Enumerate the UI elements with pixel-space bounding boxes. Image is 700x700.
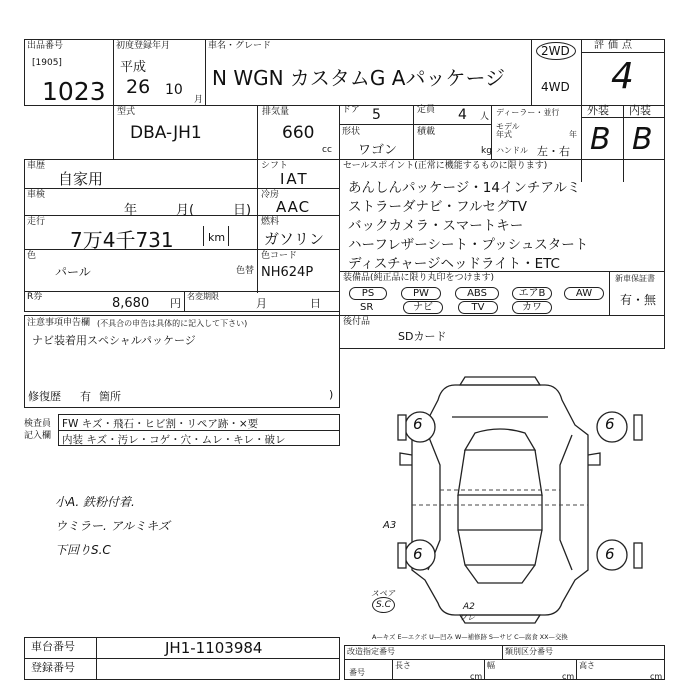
- equipment-label: 装備品(純正品に限り丸印をつけます): [343, 273, 495, 283]
- chassis-label: 車台番号: [31, 640, 75, 653]
- mileage-unit: km: [208, 231, 226, 244]
- score-value: 4: [611, 56, 634, 97]
- selling-point-line: ディスチャージヘッドライト・ETC: [348, 256, 560, 272]
- inspection-year: 年: [124, 203, 138, 218]
- selling-points-label: セールスポイント(正常に機能するものに限ります): [343, 161, 548, 171]
- handwritten-note: ウミラー. アルミキズ: [55, 519, 170, 533]
- exterior-label: 外装: [587, 104, 609, 117]
- equip-navi: ナビ: [403, 301, 443, 314]
- title-change-label: 名変期限: [187, 292, 219, 301]
- fuel-label: 燃料: [261, 217, 280, 227]
- notes-sub: (不具合の申告は具体的に記入して下さい): [97, 319, 248, 328]
- type-label: 番号: [349, 668, 365, 677]
- equip-sr: SR: [360, 302, 374, 313]
- reg-month: 10: [165, 82, 183, 98]
- interior-grade: B: [632, 122, 653, 157]
- equip-tv: TV: [458, 301, 498, 314]
- repair-close: ): [329, 388, 334, 401]
- selling-point-line: あんしんパッケージ・14インチアルミ: [348, 180, 581, 196]
- length-label: 長さ: [395, 661, 411, 670]
- drive-4wd: 4WD: [541, 80, 570, 94]
- first-reg-label: 初度登録年月: [116, 41, 171, 51]
- color-label: 色: [27, 251, 37, 261]
- length-unit: cm: [470, 672, 483, 681]
- inspector-row-2: 内装 キズ・汚レ・コゲ・穴・ムレ・キレ・破レ: [62, 434, 286, 446]
- model-label: 型式: [117, 107, 136, 117]
- title-change-day: 日: [310, 297, 321, 310]
- capacity-value: 4: [458, 107, 467, 123]
- load-unit: kg: [481, 146, 492, 156]
- displacement-value: 660: [282, 123, 315, 143]
- model-value: DBA-JH1: [130, 123, 202, 143]
- inspection-month: 月(: [176, 203, 195, 218]
- equip-abs: ABS: [455, 287, 499, 300]
- fuel-value: ガソリン: [264, 230, 325, 248]
- after-fit-label: 後付品: [343, 317, 371, 327]
- displacement-label: 排気量: [262, 107, 290, 117]
- model-year-unit: 年: [569, 130, 577, 139]
- shape-label: 形状: [342, 127, 361, 137]
- width-label: 幅: [487, 661, 495, 670]
- ac-label: 冷房: [261, 190, 280, 200]
- handle-label: ハンドル: [496, 146, 528, 155]
- shift-value: IAT: [280, 170, 309, 188]
- chassis-number: JH1-1103984: [165, 639, 263, 657]
- drive-2wd: 2WD: [541, 44, 570, 58]
- car-name: N WGN カスタムG Aパッケージ: [212, 66, 506, 90]
- class-label: 類別区分番号: [505, 647, 553, 656]
- warranty-label: 新車保証書: [615, 274, 655, 283]
- color-no-label: 色コード: [261, 251, 298, 261]
- selling-point-line: ハーフレザーシート・プッシュスタート: [348, 237, 589, 253]
- era: 平成: [120, 60, 147, 75]
- repair-suffix: 箇所: [99, 390, 121, 403]
- lot-number-label: 出品番号: [27, 41, 64, 51]
- after-fit-value: SDカード: [398, 330, 447, 343]
- mod-label: 改造指定番号: [347, 647, 395, 656]
- notes-label: 注意事項申告欄: [27, 318, 91, 328]
- recycle-unit: 円: [170, 297, 181, 310]
- tire-fl-mark: 6: [413, 415, 423, 433]
- height-unit: cm: [650, 672, 663, 681]
- door-value: 5: [372, 107, 381, 123]
- recycle-label: R券: [27, 292, 43, 302]
- tire-rl-mark: 6: [413, 545, 423, 563]
- recycle-value: 8,680: [112, 296, 150, 311]
- color-change-label: 色替: [236, 266, 255, 276]
- handle-value: 左・右: [537, 145, 570, 158]
- inspector-row-1: FW キズ・飛石・ヒビ割・リペア跡・×要: [62, 418, 259, 430]
- rear-damage-mark-2: ワレ: [459, 613, 475, 622]
- reg-label: 登録番号: [31, 661, 75, 674]
- equip-pw: PW: [401, 287, 441, 300]
- ac-value: AAC: [276, 198, 311, 216]
- equip-airbag: エアB: [512, 287, 552, 300]
- lot-number: 1023: [42, 77, 106, 106]
- door-label: ドア: [342, 105, 360, 115]
- equip-ps: PS: [349, 287, 387, 300]
- equip-aw: AW: [564, 287, 604, 300]
- exterior-grade: B: [590, 122, 611, 157]
- shift-label: シフト: [261, 161, 289, 171]
- inspector-label-2: 記入欄: [24, 431, 52, 441]
- dealer-label: ディーラー・並行: [496, 108, 560, 117]
- repair-value: 有: [80, 390, 91, 403]
- rear-damage-mark: A2: [463, 602, 475, 612]
- tire-rr-mark: 6: [605, 545, 615, 563]
- mileage-value: 7万4千731: [70, 228, 174, 252]
- height-label: 高さ: [579, 661, 595, 670]
- reg-month-unit: 月: [194, 95, 204, 105]
- lot-sub: [1905]: [32, 58, 62, 68]
- inspection-day: 日): [233, 203, 252, 218]
- sc-mark: S.C: [372, 597, 395, 613]
- capacity-label: 定員: [417, 105, 436, 115]
- equip-leather: カワ: [512, 301, 552, 314]
- usage-value: 自家用: [58, 170, 104, 188]
- handwritten-note: 下回りS.C: [55, 543, 111, 557]
- interior-label: 内装: [629, 104, 651, 117]
- color-value: パール: [55, 265, 91, 279]
- shape-value: ワゴン: [358, 143, 398, 158]
- color-no-value: NH624P: [261, 265, 314, 280]
- capacity-unit: 人: [480, 112, 490, 122]
- notes-text: ナビ装着用スペシャルパッケージ: [32, 334, 196, 347]
- model-year-sub: 年式: [496, 130, 512, 139]
- repair-label: 修復歴: [28, 390, 61, 403]
- title-change-month: 月: [256, 297, 267, 310]
- width-unit: cm: [562, 672, 575, 681]
- car-grade-label: 車名・グレード: [208, 41, 272, 51]
- inspector-label: 検査員: [24, 419, 52, 429]
- reg-year: 26: [126, 76, 151, 98]
- side-damage-mark: A3: [383, 520, 397, 531]
- mileage-label: 走行: [27, 217, 46, 227]
- inspection-label: 車検: [27, 190, 46, 200]
- selling-point-line: バックカメラ・スマートキー: [348, 218, 524, 234]
- warranty-value: 有・無: [620, 293, 657, 307]
- load-label: 積載: [417, 127, 436, 137]
- handwritten-note: 小A. 鉄粉付着.: [55, 495, 135, 509]
- damage-legend: A—キズ E—エクボ U—凹み W—補修跡 S—サビ C—腐食 XX—交換: [372, 633, 568, 641]
- model-year-label: モデル: [496, 122, 520, 131]
- selling-point-line: ストラーダナビ・フルセグTV: [348, 199, 527, 215]
- tire-fr-mark: 6: [605, 415, 615, 433]
- after-fit-block: [339, 315, 665, 349]
- score-label: 評価点: [594, 40, 636, 51]
- displacement-unit: cc: [322, 145, 332, 155]
- spare-mark: スペア: [371, 589, 395, 598]
- usage-label: 車歴: [27, 161, 46, 171]
